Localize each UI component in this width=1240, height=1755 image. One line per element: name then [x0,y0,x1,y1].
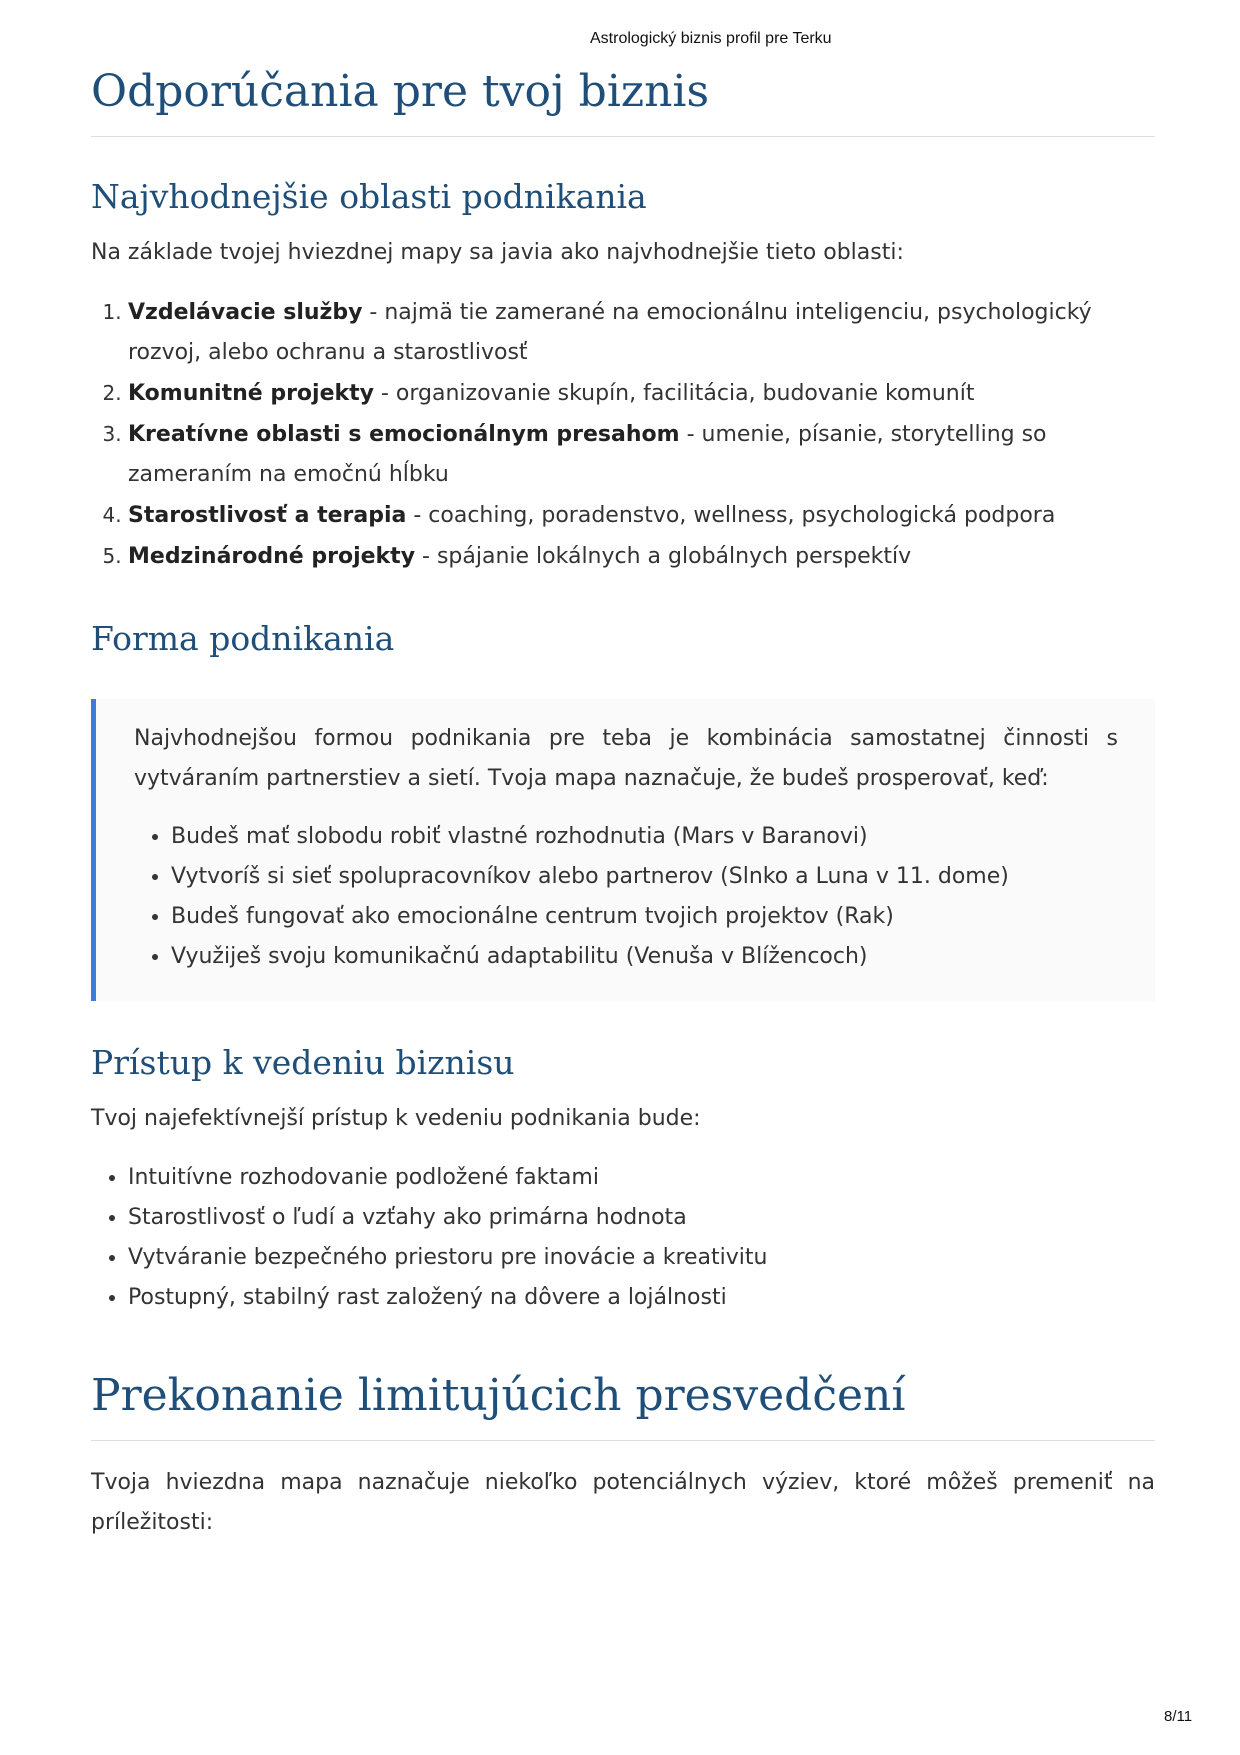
callout-text: Najvhodnejšou formou podnikania pre teba je kombinácia samostatnej činnosti s vytváraním partnerstiev a sietí. Tvoja mapa naznačuje, že budeš prosperovať, keď: [134,726,1118,791]
list-item: • Starostlivosť o ľudí a vzťahy ako primárna hodnota [128,1198,1155,1238]
heading-business-approach: Prístup k vedeniu biznisu [91,1043,515,1082]
list-item [128,292,1155,373]
section-title-beliefs: Prekonanie limitujúcich presvedčení [91,1366,1155,1441]
areas-list [91,292,1155,577]
list-item: • Budeš mať slobodu robiť vlastné rozhodnutia (Mars v Baranovi) [171,817,1118,857]
areas-intro: Na základe tvojej hviezdnej mapy sa javia ako najvhodnejšie tieto oblasti: [91,240,904,265]
section-title-recommendations: Odporúčania pre tvoj biznis [91,62,1155,137]
list-item-desc: - organizovanie skupín, facilitácia, budovanie komunít [374,381,975,406]
page-content [91,62,1155,1543]
list-item: • Vytvoríš si sieť spolupracovníkov alebo partnerov (Slnko a Luna v 11. dome) [171,857,1118,897]
list-item [128,495,1155,536]
approach-intro: Tvoj najefektívnejší prístup k vedeniu podnikania bude: [91,1106,701,1131]
callout-list [134,817,1118,977]
list-item-term: Kreatívne oblasti s emocionálnym presahom [128,422,680,447]
list-item: • Využiješ svoju komunikačnú adaptabilitu (Venuša v Blížencoch) [171,937,1118,977]
list-item-term: Komunitné projekty [128,381,374,406]
running-header: Astrologický biznis profil pre Terku [590,30,832,47]
list-item: • Vytváranie bezpečného priestoru pre inovácie a kreativitu [128,1238,1155,1278]
list-item-term: Starostlivosť a terapia [128,503,407,528]
list-item-desc: - spájanie lokálnych a globálnych perspektív [415,544,912,569]
list-item-desc: - najmä tie zamerané na emocionálnu inteligenciu, psychologický rozvoj, alebo ochranu a starostlivosť [128,300,1092,365]
list-item-desc: - umenie, písanie, storytelling so zameraním na emočnú hĺbku [128,422,1047,487]
list-item: • Postupný, stabilný rast založený na dôvere a lojálnosti [128,1278,1155,1318]
list-item [128,414,1155,495]
list-item [128,373,1155,414]
heading-business-areas: Najvhodnejšie oblasti podnikania [91,177,647,216]
list-item: • Budeš fungovať ako emocionálne centrum tvojich projektov (Rak) [171,897,1118,937]
list-item-term: Vzdelávacie služby [128,300,363,325]
business-form-callout [91,699,1155,1001]
heading-business-form: Forma podnikania [91,619,395,658]
list-item-desc: - coaching, poradenstvo, wellness, psychologická podpora [406,503,1056,528]
list-item: • Intuitívne rozhodovanie podložené faktami [128,1158,1155,1198]
approach-list [91,1158,1155,1318]
list-item-term: Medzinárodné projekty [128,544,416,569]
beliefs-intro: Tvoja hviezdna mapa naznačuje niekoľko potenciálnych výziev, ktoré môžeš premeniť na príležitosti: [91,1470,1155,1535]
list-item [128,536,1155,577]
page-number: 8/11 [1164,1708,1193,1725]
